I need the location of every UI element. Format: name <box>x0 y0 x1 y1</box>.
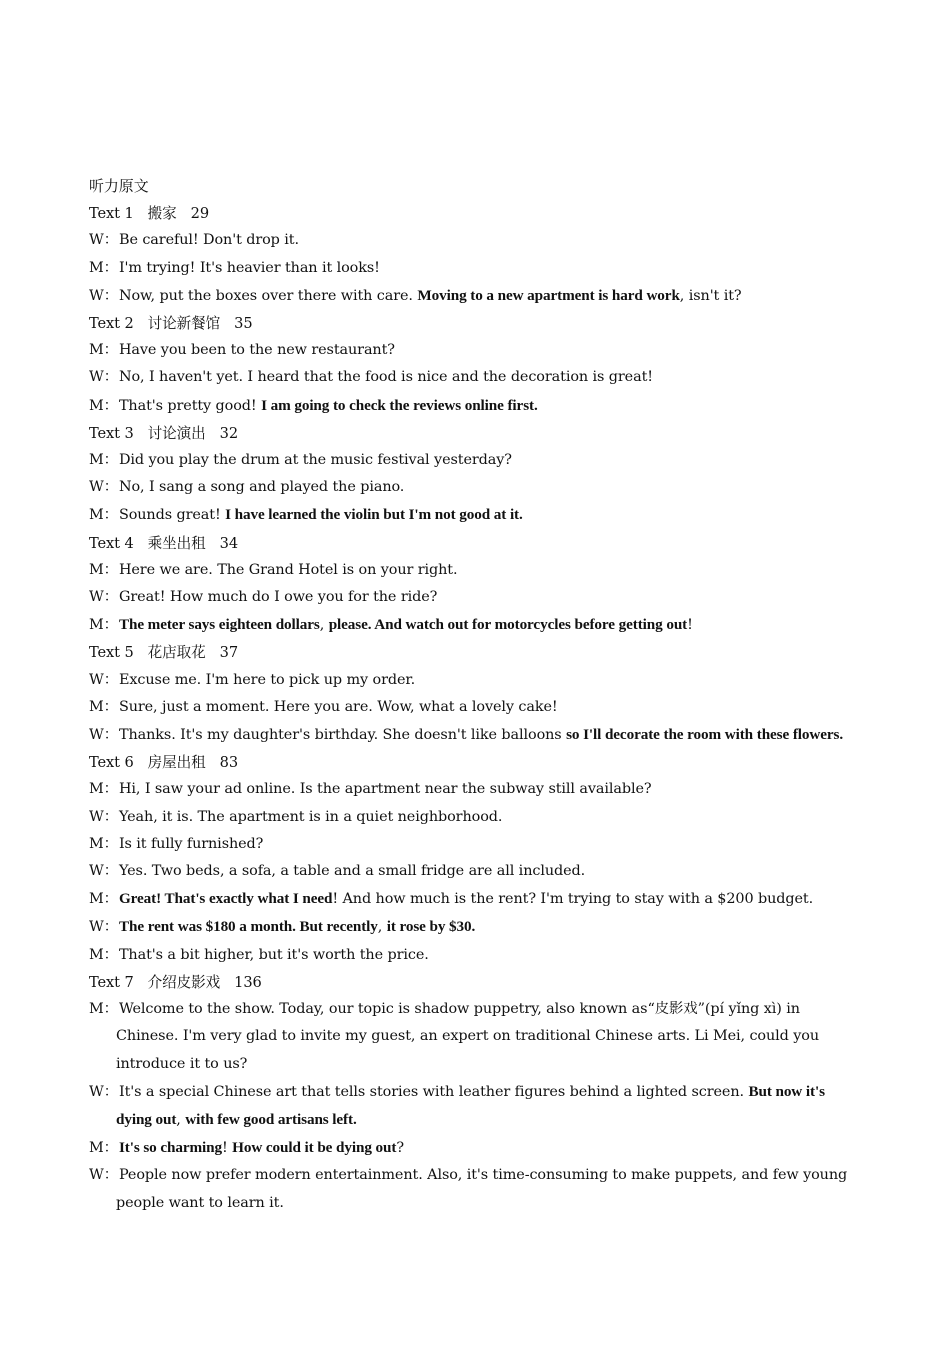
transcript-sections <box>89 200 861 1217</box>
dialogue-text: , isn't it? <box>679 287 742 304</box>
dialogue-text: Welcome to the show. Today, our topic is shadow puppetry, also known as“皮影戏”(pí yǐng xì) in Chinese. I'm very glad to invite my guest, an expert on traditional Chinese arts. Li Mei, could you introduce it to us? <box>116 1001 819 1072</box>
text-topic: 讨论新餐馆 <box>147 315 221 333</box>
dialogue-text: ! <box>687 617 693 634</box>
speaker-label: M： <box>89 698 118 715</box>
highlighted-answer-text: The meter says eighteen dollars <box>118 616 320 634</box>
text-header <box>89 749 861 776</box>
dialogue-line <box>89 227 861 254</box>
dialogue-text: That's a bit higher, but it's worth the price. <box>118 946 429 963</box>
text-number: 37 <box>219 644 239 662</box>
text-section <box>89 969 861 1217</box>
text-section <box>89 310 861 420</box>
text-header <box>89 420 861 447</box>
dialogue-text: I'm trying! It's heavier than it looks! <box>118 259 380 276</box>
dialogue-line <box>89 611 861 639</box>
dialogue-text: Be careful! Don't drop it. <box>118 232 299 249</box>
dialogue-line <box>89 501 861 529</box>
speaker-label: M： <box>89 891 118 908</box>
highlighted-answer-text: But now it's dying out <box>116 1082 825 1128</box>
dialogue-text: Have you been to the new restaurant? <box>118 342 395 359</box>
speaker-label: W： <box>89 727 118 744</box>
dialogue-line <box>89 996 861 1078</box>
text-topic: 房屋出租 <box>147 754 206 772</box>
speaker-label: M： <box>89 452 118 469</box>
text-label: Text 2 <box>89 315 134 333</box>
speaker-label: M： <box>89 617 118 634</box>
text-number: 32 <box>219 424 239 442</box>
text-topic: 乘坐出租 <box>147 534 206 552</box>
speaker-label: W： <box>89 863 118 880</box>
document-title: 听力原文 <box>89 177 149 195</box>
highlighted-answer-text: so I'll decorate the room with these flowers. <box>566 726 844 744</box>
text-section <box>89 639 861 749</box>
highlighted-answer-text: How could it be dying out <box>232 1139 397 1157</box>
dialogue-text: Sounds great! <box>118 507 226 524</box>
text-header <box>89 530 861 557</box>
text-section <box>89 530 861 640</box>
speaker-label: M： <box>89 781 118 798</box>
text-topic: 花店取花 <box>147 644 206 662</box>
dialogue-line <box>89 694 861 721</box>
dialogue-line <box>89 447 861 474</box>
dialogue-text: Great! How much do I owe you for the ride? <box>118 589 438 606</box>
text-section <box>89 200 861 310</box>
speaker-label: M： <box>89 259 118 276</box>
text-number: 35 <box>234 315 253 333</box>
text-header <box>89 310 861 337</box>
text-header <box>89 639 861 666</box>
dialogue-text: ! <box>221 1140 233 1157</box>
text-label: Text 4 <box>89 534 134 552</box>
dialogue-text: ! And how much is the rent? I'm trying to stay with a $200 budget. <box>332 891 814 908</box>
dialogue-line <box>89 392 861 420</box>
speaker-label: M： <box>89 1140 118 1157</box>
speaker-label: W： <box>89 919 118 936</box>
dialogue-line <box>89 831 861 858</box>
dialogue-text: Now, put the boxes over there with care. <box>118 287 418 304</box>
dialogue-line <box>89 776 861 803</box>
dialogue-text: People now prefer modern entertainment. Also, it's time-consuming to make puppets, and few young people want to learn it. <box>116 1167 848 1211</box>
dialogue-line <box>89 337 861 364</box>
dialogue-text: Sure, just a moment. Here you are. Wow, what a lovely cake! <box>118 698 558 715</box>
speaker-label: W： <box>89 589 118 606</box>
dialogue-line <box>89 474 861 501</box>
speaker-label: M： <box>89 1001 118 1018</box>
dialogue-text: , <box>176 1111 186 1128</box>
text-topic: 讨论演出 <box>147 424 206 442</box>
dialogue-text: , <box>319 617 329 634</box>
dialogue-text: No, I haven't yet. I heard that the food is nice and the decoration is great! <box>118 369 653 386</box>
dialogue-line <box>89 282 861 310</box>
text-label: Text 1 <box>89 205 134 223</box>
highlighted-answer-text: Moving to a new apartment is hard work <box>417 286 680 304</box>
highlighted-answer-text: it rose by $30. <box>386 918 476 936</box>
dialogue-text: Is it fully furnished? <box>118 835 264 852</box>
speaker-label: W： <box>89 287 118 304</box>
dialogue-line <box>89 1162 861 1216</box>
text-number: 136 <box>234 973 262 991</box>
dialogue-text: No, I sang a song and played the piano. <box>118 479 405 496</box>
highlighted-answer-text: I have learned the violin but I'm not good at it. <box>225 506 523 524</box>
speaker-label: M： <box>89 835 118 852</box>
text-number: 29 <box>190 205 210 223</box>
text-topic: 搬家 <box>147 205 177 223</box>
speaker-label: W： <box>89 671 118 688</box>
dialogue-text: Excuse me. I'm here to pick up my order. <box>118 671 416 688</box>
highlighted-answer-text: The rent was $180 a month. But recently <box>118 918 378 936</box>
highlighted-answer-text: Great! That's exactly what I need <box>118 890 333 908</box>
dialogue-line <box>89 913 861 941</box>
text-label: Text 5 <box>89 644 134 662</box>
speaker-label: W： <box>89 479 118 496</box>
text-header <box>89 969 861 996</box>
text-topic: 介绍皮影戏 <box>147 973 221 991</box>
speaker-label: M： <box>89 342 118 359</box>
speaker-label: W： <box>89 232 118 249</box>
dialogue-text: Here we are. The Grand Hotel is on your right. <box>118 561 458 578</box>
dialogue-line <box>89 721 861 749</box>
dialogue-line <box>89 804 861 831</box>
highlighted-answer-text: It's so charming <box>118 1139 222 1157</box>
dialogue-text: Did you play the drum at the music festival yesterday? <box>118 452 512 469</box>
text-header <box>89 200 861 227</box>
speaker-label: W： <box>89 808 118 825</box>
dialogue-text: Thanks. It's my daughter's birthday. She doesn't like balloons <box>118 727 567 744</box>
text-number: 83 <box>219 754 239 772</box>
dialogue-line <box>89 364 861 391</box>
highlighted-answer-text: please. And watch out for motorcycles before getting out <box>328 616 688 634</box>
dialogue-text: Yeah, it is. The apartment is in a quiet neighborhood. <box>118 808 503 825</box>
speaker-label: W： <box>89 369 118 386</box>
speaker-label: W： <box>89 1083 118 1100</box>
dialogue-line <box>89 557 861 584</box>
transcript-document <box>89 173 861 1217</box>
dialogue-line <box>89 885 861 913</box>
text-label: Text 6 <box>89 754 134 772</box>
dialogue-line <box>89 667 861 694</box>
text-label: Text 7 <box>89 973 134 991</box>
text-label: Text 3 <box>89 424 134 442</box>
dialogue-text: That's pretty good! <box>118 397 262 414</box>
highlighted-answer-text: I am going to check the reviews online first. <box>261 396 538 414</box>
dialogue-line <box>89 942 861 969</box>
speaker-label: W： <box>89 1167 118 1184</box>
dialogue-text: It's a special Chinese art that tells stories with leather figures behind a lighted screen. <box>118 1083 749 1100</box>
dialogue-text: ? <box>396 1140 404 1157</box>
text-section <box>89 420 861 530</box>
dialogue-line <box>89 858 861 885</box>
speaker-label: M： <box>89 561 118 578</box>
dialogue-line <box>89 255 861 282</box>
dialogue-line <box>89 1078 861 1134</box>
text-number: 34 <box>219 534 239 552</box>
dialogue-text: Hi, I saw your ad online. Is the apartment near the subway still available? <box>118 781 652 798</box>
speaker-label: M： <box>89 397 118 414</box>
text-section <box>89 749 861 969</box>
dialogue-line <box>89 584 861 611</box>
speaker-label: M： <box>89 946 118 963</box>
dialogue-text: , <box>377 919 387 936</box>
highlighted-answer-text: with few good artisans left. <box>185 1110 357 1128</box>
dialogue-line <box>89 1134 861 1162</box>
speaker-label: M： <box>89 507 118 524</box>
dialogue-text: Yes. Two beds, a sofa, a table and a small fridge are all included. <box>118 863 586 880</box>
